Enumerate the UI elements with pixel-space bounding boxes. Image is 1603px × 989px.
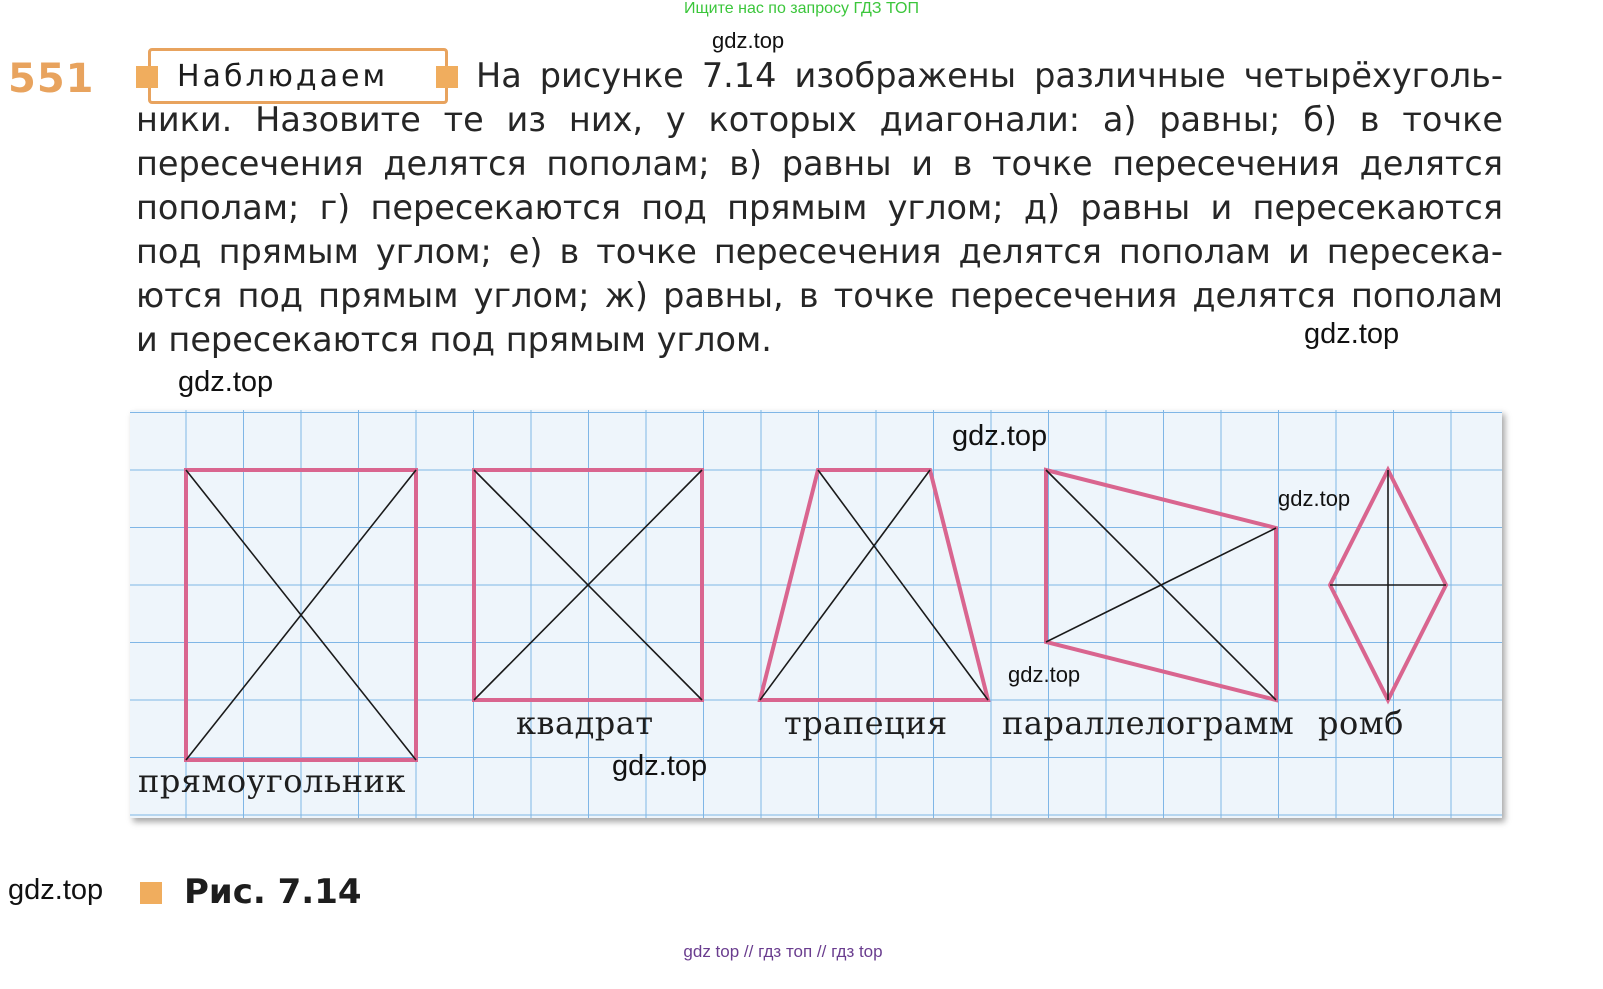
figure-panel (130, 410, 1502, 818)
task-text-line: ники. Назовите те из них, у которых диагонали: а) равны; б) в точке (136, 100, 1503, 139)
watermark: gdz.top (1278, 486, 1351, 511)
task-text-line: и пересекаются под прямым углом. (136, 320, 772, 359)
badge-square-left-icon (136, 66, 158, 88)
watermark: gdz.top (1008, 662, 1081, 687)
badge-square-right-icon (436, 66, 458, 88)
watermark: gdz.top (612, 750, 708, 782)
figure-caption: Рис. 7.14 (184, 872, 362, 912)
rectangle-label: прямоугольник (138, 762, 406, 800)
watermark: gdz.top (1304, 318, 1400, 350)
watermark: gdz.top (712, 28, 785, 53)
task-number: 551 (8, 56, 95, 102)
task-text-line: ются под прямым углом; ж) равны, в точке пересечения делятся пополам (136, 276, 1503, 315)
figure-drawing (130, 410, 1502, 818)
badge-label: Наблюдаем (177, 59, 389, 94)
watermark: gdz.top (952, 420, 1048, 452)
trapezoid-label: трапеция (784, 704, 948, 742)
task-text-line: пополам; г) пересекаются под прямым углом; д) равны и пересекаются (136, 188, 1503, 227)
observe-badge (148, 48, 448, 104)
parallelogram-label: параллелограмм (1002, 704, 1295, 742)
square-label: квадрат (516, 704, 654, 742)
task-text-line: На рисунке 7.14 изображены различные четырёхуголь- (476, 56, 1503, 95)
caption-square-icon (140, 882, 162, 904)
task-text-line: пересечения делятся пополам; в) равны и в точке пересечения делятся (136, 144, 1503, 183)
rhombus-label: ромб (1318, 704, 1404, 742)
top-banner-link[interactable]: Ищите нас по запросу ГДЗ ТОП (684, 0, 919, 17)
footer-links[interactable]: gdz top // гдз топ // гдз top (683, 942, 883, 961)
watermark: gdz.top (8, 874, 104, 906)
task-text-line: под прямым углом; е) в точке пересечения делятся пополам и пересека- (136, 232, 1503, 271)
watermark: gdz.top (178, 366, 274, 398)
